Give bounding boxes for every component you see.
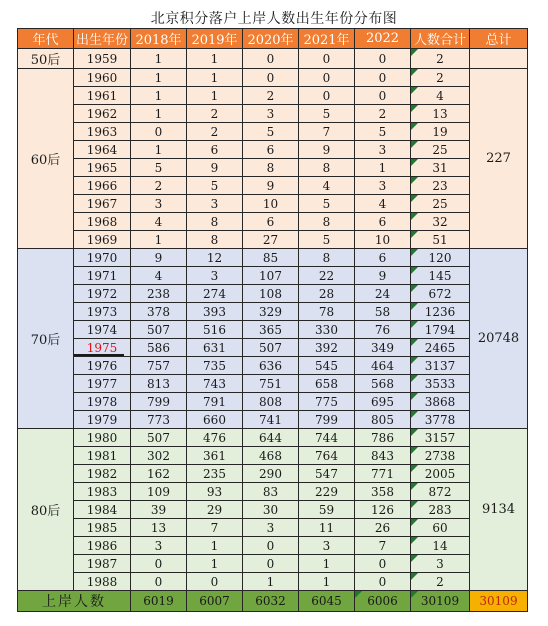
value-cell[interactable]: 636 — [243, 357, 299, 375]
value-cell[interactable]: 3 — [131, 195, 187, 213]
value-cell[interactable]: 5 — [355, 123, 411, 141]
value-cell[interactable]: 813 — [131, 375, 187, 393]
header-row-sum[interactable]: 人数合计 — [411, 29, 470, 49]
table-row — [18, 429, 528, 447]
value-cell[interactable]: 5 — [299, 231, 355, 249]
value-cell[interactable]: 0 — [243, 537, 299, 555]
value-cell[interactable]: 507 — [243, 339, 299, 357]
row-sum-cell[interactable]: 120 — [411, 249, 470, 267]
table-row — [18, 69, 528, 87]
value-cell[interactable]: 805 — [355, 411, 411, 429]
value-cell[interactable]: 11 — [299, 519, 355, 537]
value-cell[interactable]: 302 — [131, 447, 187, 465]
row-sum-cell[interactable]: 872 — [411, 483, 470, 501]
table-row — [18, 213, 528, 231]
era-cell[interactable]: 70后 — [18, 249, 74, 429]
value-cell[interactable]: 2 — [131, 177, 187, 195]
value-cell[interactable]: 26 — [355, 519, 411, 537]
birth-year-cell[interactable]: 1984 — [74, 501, 131, 519]
row-sum-cell[interactable]: 3157 — [411, 429, 470, 447]
value-cell[interactable]: 22 — [299, 267, 355, 285]
table-row — [18, 267, 528, 285]
value-cell[interactable]: 3 — [131, 537, 187, 555]
birth-year-cell[interactable]: 1966 — [74, 177, 131, 195]
value-cell[interactable]: 744 — [299, 429, 355, 447]
value-cell[interactable]: 378 — [131, 303, 187, 321]
value-cell[interactable]: 229 — [299, 483, 355, 501]
value-cell[interactable]: 0 — [243, 69, 299, 87]
value-cell[interactable]: 358 — [355, 483, 411, 501]
row-sum-cell[interactable]: 4 — [411, 87, 470, 105]
row-sum-cell[interactable]: 13 — [411, 105, 470, 123]
value-cell[interactable]: 0 — [355, 49, 411, 69]
value-cell[interactable]: 8 — [299, 249, 355, 267]
value-cell[interactable]: 78 — [299, 303, 355, 321]
value-cell[interactable]: 1 — [131, 87, 187, 105]
table-row — [18, 159, 528, 177]
birth-year-cell[interactable]: 1973 — [74, 303, 131, 321]
value-cell[interactable]: 290 — [243, 465, 299, 483]
header-row — [18, 29, 528, 49]
table-row — [18, 285, 528, 303]
value-cell[interactable]: 545 — [299, 357, 355, 375]
era-cell[interactable]: 80后 — [18, 429, 74, 591]
row-sum-cell[interactable]: 145 — [411, 267, 470, 285]
birth-year-cell[interactable]: 1986 — [74, 537, 131, 555]
footer-2020[interactable]: 6032 — [243, 591, 299, 612]
row-sum-cell[interactable]: 32 — [411, 213, 470, 231]
table-row — [18, 105, 528, 123]
header-era[interactable]: 年代 — [18, 29, 74, 49]
birth-year-cell[interactable]: 1987 — [74, 555, 131, 573]
birth-year-cell[interactable]: 1982 — [74, 465, 131, 483]
value-cell[interactable]: 1 — [187, 537, 243, 555]
value-cell[interactable]: 1 — [131, 49, 187, 69]
header-2020[interactable]: 2020年 — [243, 29, 299, 49]
value-cell[interactable]: 30 — [243, 501, 299, 519]
value-cell[interactable]: 1 — [131, 141, 187, 159]
value-cell[interactable]: 3 — [299, 537, 355, 555]
birth-year-cell[interactable]: 1983 — [74, 483, 131, 501]
birth-year-cell[interactable]: 1974 — [74, 321, 131, 339]
value-cell[interactable]: 791 — [187, 393, 243, 411]
birth-year-cell[interactable]: 1988 — [74, 573, 131, 591]
row-sum-cell[interactable]: 25 — [411, 195, 470, 213]
footer-label[interactable]: 上岸人数 — [18, 591, 131, 612]
row-sum-cell[interactable]: 3868 — [411, 393, 470, 411]
value-cell[interactable]: 1 — [131, 105, 187, 123]
value-cell[interactable]: 108 — [243, 285, 299, 303]
value-cell[interactable]: 0 — [131, 123, 187, 141]
table-row — [18, 501, 528, 519]
value-cell[interactable]: 126 — [355, 501, 411, 519]
value-cell[interactable]: 644 — [243, 429, 299, 447]
value-cell[interactable]: 393 — [187, 303, 243, 321]
value-cell[interactable]: 330 — [299, 321, 355, 339]
value-cell[interactable]: 392 — [299, 339, 355, 357]
value-cell[interactable]: 660 — [187, 411, 243, 429]
table-row — [18, 393, 528, 411]
value-cell[interactable]: 3 — [187, 267, 243, 285]
value-cell[interactable]: 799 — [299, 411, 355, 429]
birth-year-cell[interactable]: 1978 — [74, 393, 131, 411]
value-cell[interactable]: 0 — [243, 49, 299, 69]
page-title: 北京积分落户上岸人数出生年份分布图 — [150, 11, 398, 27]
value-cell[interactable]: 3 — [243, 519, 299, 537]
birth-year-cell[interactable]: 1964 — [74, 141, 131, 159]
birth-year-cell[interactable]: 1977 — [74, 375, 131, 393]
value-cell[interactable]: 507 — [131, 321, 187, 339]
value-cell[interactable]: 58 — [355, 303, 411, 321]
value-cell[interactable]: 735 — [187, 357, 243, 375]
row-sum-cell[interactable]: 23 — [411, 177, 470, 195]
value-cell[interactable]: 586 — [131, 339, 187, 357]
value-cell[interactable]: 773 — [131, 411, 187, 429]
value-cell[interactable]: 7 — [299, 123, 355, 141]
value-cell[interactable]: 9 — [355, 267, 411, 285]
value-cell[interactable]: 349 — [355, 339, 411, 357]
row-sum-cell[interactable]: 3137 — [411, 357, 470, 375]
footer-2019[interactable]: 6007 — [187, 591, 243, 612]
value-cell[interactable]: 9 — [299, 141, 355, 159]
row-sum-cell[interactable]: 14 — [411, 537, 470, 555]
value-cell[interactable]: 0 — [131, 555, 187, 573]
header-birth-year[interactable]: 出生年份 — [74, 29, 131, 49]
value-cell[interactable]: 3 — [355, 141, 411, 159]
birth-year-cell[interactable]: 1963 — [74, 123, 131, 141]
birth-year-cell[interactable]: 1970 — [74, 249, 131, 267]
table-row — [18, 483, 528, 501]
value-cell[interactable]: 5 — [187, 177, 243, 195]
value-cell[interactable]: 568 — [355, 375, 411, 393]
value-cell[interactable]: 757 — [131, 357, 187, 375]
value-cell[interactable]: 5 — [299, 195, 355, 213]
value-cell[interactable]: 4 — [131, 213, 187, 231]
value-cell[interactable]: 9 — [243, 177, 299, 195]
table-row — [18, 303, 528, 321]
value-cell[interactable]: 476 — [187, 429, 243, 447]
birth-year-cell[interactable]: 1967 — [74, 195, 131, 213]
value-cell[interactable]: 1 — [243, 573, 299, 591]
value-cell[interactable]: 1 — [187, 87, 243, 105]
header-2018[interactable]: 2018年 — [131, 29, 187, 49]
table-row — [18, 555, 528, 573]
value-cell[interactable]: 238 — [131, 285, 187, 303]
value-cell[interactable]: 843 — [355, 447, 411, 465]
value-cell[interactable]: 741 — [243, 411, 299, 429]
value-cell[interactable]: 28 — [299, 285, 355, 303]
value-cell[interactable]: 5 — [299, 105, 355, 123]
birth-year-cell[interactable]: 1959 — [74, 49, 131, 69]
era-total-cell[interactable]: 9134 — [470, 429, 528, 591]
value-cell[interactable]: 83 — [243, 483, 299, 501]
birth-year-cell[interactable]: 1965 — [74, 159, 131, 177]
header-2019[interactable]: 2019年 — [187, 29, 243, 49]
footer-2021[interactable]: 6045 — [299, 591, 355, 612]
value-cell[interactable]: 0 — [299, 49, 355, 69]
birth-year-cell[interactable]: 1976 — [74, 357, 131, 375]
value-cell[interactable]: 5 — [131, 159, 187, 177]
birth-year-cell[interactable]: 1960 — [74, 69, 131, 87]
value-cell[interactable]: 3 — [243, 105, 299, 123]
value-cell[interactable]: 1 — [187, 49, 243, 69]
row-sum-cell[interactable]: 283 — [411, 501, 470, 519]
row-sum-cell[interactable]: 1794 — [411, 321, 470, 339]
value-cell[interactable]: 235 — [187, 465, 243, 483]
value-cell[interactable]: 274 — [187, 285, 243, 303]
era-total-cell[interactable] — [470, 49, 528, 69]
table-row — [18, 465, 528, 483]
value-cell[interactable]: 27 — [243, 231, 299, 249]
header-era-total[interactable]: 总计 — [470, 29, 528, 49]
header-2022[interactable]: 2022 — [355, 29, 411, 49]
row-sum-cell[interactable]: 2738 — [411, 447, 470, 465]
value-cell[interactable]: 0 — [299, 69, 355, 87]
value-cell[interactable]: 6 — [243, 213, 299, 231]
value-cell[interactable]: 2 — [187, 123, 243, 141]
table-row — [18, 141, 528, 159]
value-cell[interactable]: 85 — [243, 249, 299, 267]
table-row — [18, 357, 528, 375]
value-cell[interactable]: 7 — [187, 519, 243, 537]
table-row — [18, 249, 528, 267]
value-cell[interactable]: 775 — [299, 393, 355, 411]
value-cell[interactable]: 799 — [131, 393, 187, 411]
value-cell[interactable]: 1 — [299, 573, 355, 591]
table-row — [18, 87, 528, 105]
value-cell[interactable]: 8 — [299, 159, 355, 177]
table-row — [18, 411, 528, 429]
value-cell[interactable]: 1 — [187, 69, 243, 87]
row-sum-cell[interactable]: 672 — [411, 285, 470, 303]
value-cell[interactable]: 12 — [187, 249, 243, 267]
table-row — [18, 537, 528, 555]
footer-grand-total[interactable]: 30109 — [470, 591, 528, 612]
value-cell[interactable]: 658 — [299, 375, 355, 393]
birth-year-cell[interactable]: 1962 — [74, 105, 131, 123]
value-cell[interactable]: 76 — [355, 321, 411, 339]
value-cell[interactable]: 29 — [187, 501, 243, 519]
birth-year-cell[interactable]: 1981 — [74, 447, 131, 465]
value-cell[interactable]: 547 — [299, 465, 355, 483]
value-cell[interactable]: 0 — [187, 573, 243, 591]
row-sum-cell[interactable]: 1236 — [411, 303, 470, 321]
footer-2018[interactable]: 6019 — [131, 591, 187, 612]
era-total-cell[interactable]: 20748 — [470, 249, 528, 429]
settlement-table — [17, 28, 528, 612]
row-sum-cell[interactable]: 3 — [411, 555, 470, 573]
value-cell[interactable]: 5 — [243, 123, 299, 141]
table-row — [18, 519, 528, 537]
value-cell[interactable]: 8 — [299, 213, 355, 231]
value-cell[interactable]: 10 — [243, 195, 299, 213]
value-cell[interactable]: 0 — [355, 573, 411, 591]
row-sum-cell[interactable]: 2005 — [411, 465, 470, 483]
value-cell[interactable]: 3 — [355, 177, 411, 195]
value-cell[interactable]: 8 — [187, 231, 243, 249]
value-cell[interactable]: 6 — [355, 249, 411, 267]
value-cell[interactable]: 4 — [299, 177, 355, 195]
value-cell[interactable]: 59 — [299, 501, 355, 519]
value-cell[interactable]: 361 — [187, 447, 243, 465]
value-cell[interactable]: 24 — [355, 285, 411, 303]
value-cell[interactable]: 771 — [355, 465, 411, 483]
value-cell[interactable]: 786 — [355, 429, 411, 447]
table-row — [18, 321, 528, 339]
row-sum-cell[interactable]: 2 — [411, 69, 470, 87]
value-cell[interactable]: 764 — [299, 447, 355, 465]
value-cell[interactable]: 4 — [355, 195, 411, 213]
header-2021[interactable]: 2021年 — [299, 29, 355, 49]
birth-year-cell[interactable]: 1961 — [74, 87, 131, 105]
value-cell[interactable]: 0 — [355, 87, 411, 105]
row-sum-cell[interactable]: 19 — [411, 123, 470, 141]
footer-2022[interactable]: 6006 — [355, 591, 411, 612]
table-row — [18, 49, 528, 69]
value-cell[interactable]: 4 — [131, 267, 187, 285]
value-cell[interactable]: 9 — [187, 159, 243, 177]
value-cell[interactable]: 1 — [131, 231, 187, 249]
value-cell[interactable]: 39 — [131, 501, 187, 519]
value-cell[interactable]: 1 — [131, 69, 187, 87]
value-cell[interactable]: 2 — [355, 105, 411, 123]
row-sum-cell[interactable]: 2 — [411, 49, 470, 69]
value-cell[interactable]: 0 — [131, 573, 187, 591]
row-sum-cell[interactable]: 51 — [411, 231, 470, 249]
table-row — [18, 375, 528, 393]
value-cell[interactable]: 1 — [299, 555, 355, 573]
row-sum-cell[interactable]: 25 — [411, 141, 470, 159]
birth-year-cell[interactable]: 1979 — [74, 411, 131, 429]
value-cell[interactable]: 93 — [187, 483, 243, 501]
table-row — [18, 573, 528, 591]
table-row — [18, 123, 528, 141]
table-row — [18, 231, 528, 249]
value-cell[interactable]: 468 — [243, 447, 299, 465]
value-cell[interactable]: 6 — [243, 141, 299, 159]
value-cell[interactable]: 0 — [355, 555, 411, 573]
birth-year-cell[interactable]: 1972 — [74, 285, 131, 303]
value-cell[interactable]: 808 — [243, 393, 299, 411]
value-cell[interactable]: 2 — [243, 87, 299, 105]
table-row — [18, 339, 528, 357]
table-row — [18, 195, 528, 213]
value-cell[interactable]: 6 — [187, 141, 243, 159]
value-cell[interactable]: 365 — [243, 321, 299, 339]
value-cell[interactable]: 162 — [131, 465, 187, 483]
birth-year-cell[interactable]: 1985 — [74, 519, 131, 537]
value-cell[interactable]: 695 — [355, 393, 411, 411]
footer-row-sum[interactable]: 30109 — [411, 591, 470, 612]
row-sum-cell[interactable]: 60 — [411, 519, 470, 537]
value-cell[interactable]: 751 — [243, 375, 299, 393]
value-cell[interactable]: 2 — [187, 105, 243, 123]
era-cell[interactable]: 60后 — [18, 69, 74, 249]
value-cell[interactable]: 743 — [187, 375, 243, 393]
value-cell[interactable]: 107 — [243, 267, 299, 285]
value-cell[interactable]: 109 — [131, 483, 187, 501]
value-cell[interactable]: 0 — [355, 69, 411, 87]
value-cell[interactable]: 3 — [187, 195, 243, 213]
birth-year-cell[interactable]: 1980 — [74, 429, 131, 447]
row-sum-cell[interactable]: 2 — [411, 573, 470, 591]
birth-year-cell[interactable]: 1968 — [74, 213, 131, 231]
value-cell[interactable]: 8 — [243, 159, 299, 177]
birth-year-cell[interactable]: 1975 — [74, 339, 131, 357]
row-sum-cell[interactable]: 2465 — [411, 339, 470, 357]
era-total-cell[interactable]: 227 — [470, 69, 528, 249]
value-cell[interactable]: 9 — [131, 249, 187, 267]
value-cell[interactable]: 7 — [355, 537, 411, 555]
value-cell[interactable]: 1 — [187, 555, 243, 573]
table-row — [18, 177, 528, 195]
value-cell[interactable]: 1 — [355, 159, 411, 177]
value-cell[interactable]: 13 — [131, 519, 187, 537]
row-sum-cell[interactable]: 3778 — [411, 411, 470, 429]
table-body — [18, 49, 528, 591]
era-cell[interactable]: 50后 — [18, 49, 74, 69]
row-sum-cell[interactable]: 3533 — [411, 375, 470, 393]
value-cell[interactable]: 516 — [187, 321, 243, 339]
birth-year-cell[interactable]: 1969 — [74, 231, 131, 249]
value-cell[interactable]: 6 — [355, 213, 411, 231]
birth-year-cell[interactable]: 1971 — [74, 267, 131, 285]
value-cell[interactable]: 329 — [243, 303, 299, 321]
value-cell[interactable]: 0 — [243, 555, 299, 573]
table-row — [18, 447, 528, 465]
value-cell[interactable]: 464 — [355, 357, 411, 375]
value-cell[interactable]: 10 — [355, 231, 411, 249]
value-cell[interactable]: 8 — [187, 213, 243, 231]
row-sum-cell[interactable]: 31 — [411, 159, 470, 177]
value-cell[interactable]: 507 — [131, 429, 187, 447]
value-cell[interactable]: 0 — [299, 87, 355, 105]
value-cell[interactable]: 631 — [187, 339, 243, 357]
footer-row — [18, 591, 528, 612]
